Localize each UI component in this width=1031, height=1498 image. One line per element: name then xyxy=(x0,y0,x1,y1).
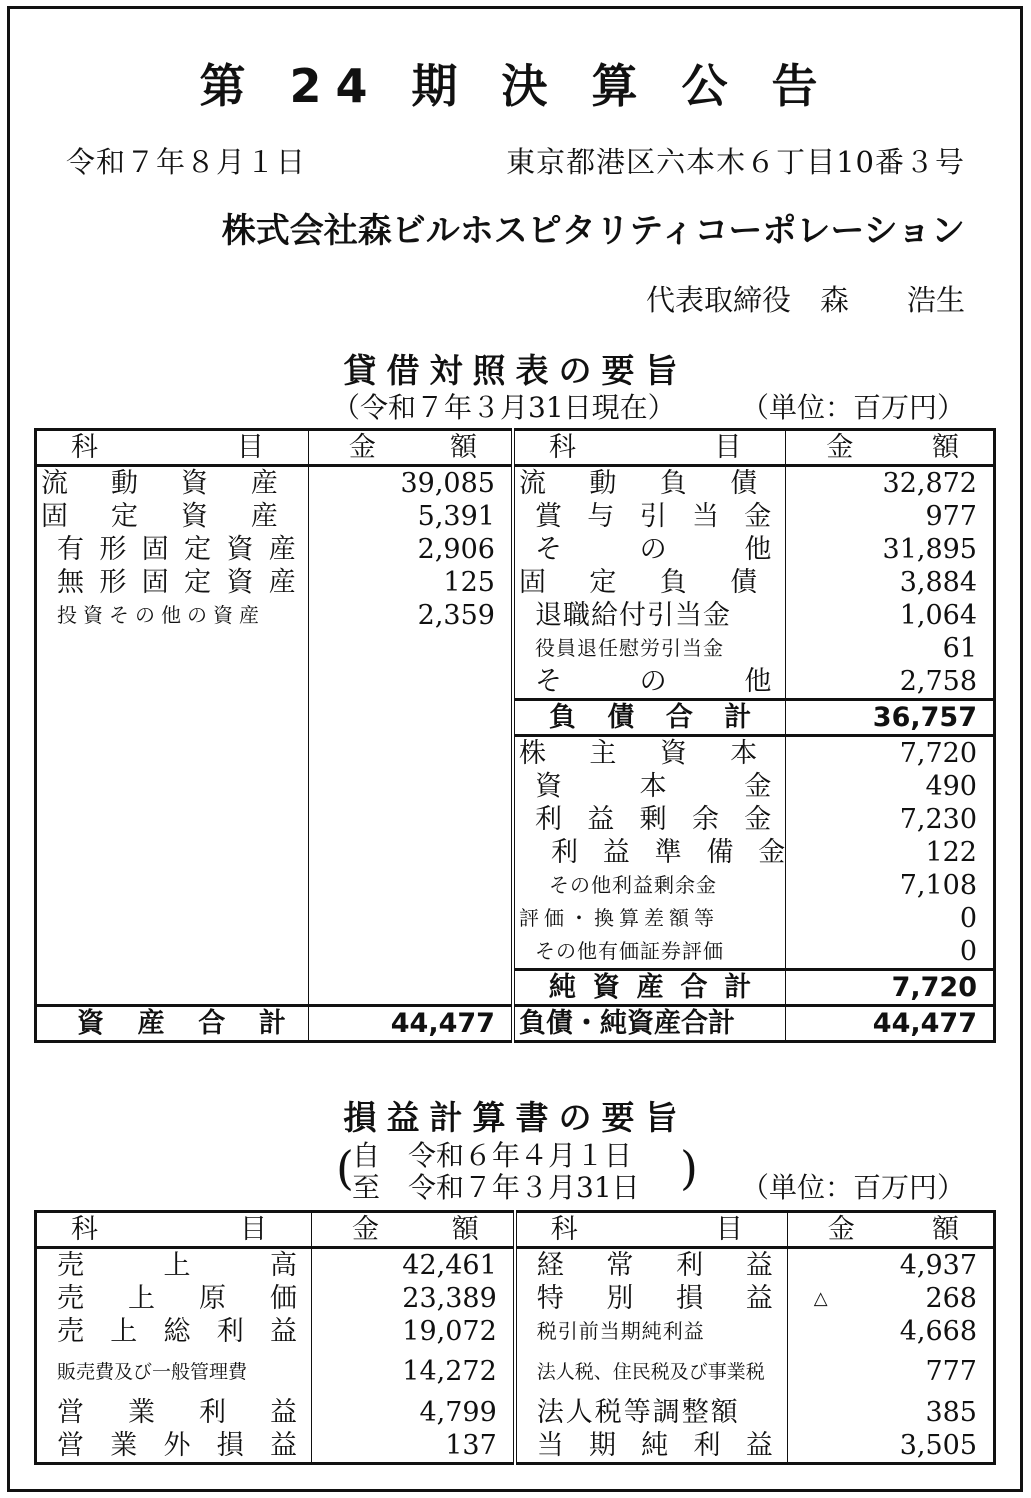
item-label: 投資その他の資産 xyxy=(57,603,265,627)
item-value: 385 xyxy=(787,1396,994,1429)
item-label: 役員退任慰労引当金 xyxy=(534,636,724,660)
announcement-date: 令和７年８月１日 xyxy=(66,145,307,179)
item-value: 2,906 xyxy=(308,533,513,566)
item-value: 7,720 xyxy=(786,970,995,1006)
item-label: 特 別 損 益 xyxy=(536,1283,773,1314)
company-address: 東京都港区六本木６丁目10番３号 xyxy=(506,145,965,179)
item-label: 利 益 準 備 金 xyxy=(550,837,786,868)
balance-sheet-unit: （単位：百万円） xyxy=(740,391,965,424)
table-header-row xyxy=(36,430,995,466)
table-row xyxy=(36,599,995,632)
item-value: 2,359 xyxy=(308,599,513,632)
representative: 代表取締役 森 浩生 xyxy=(645,283,965,317)
table-row xyxy=(36,935,995,970)
column-header-amount: 金 額 xyxy=(352,1214,479,1245)
period-from: 自 令和６年４月１日 xyxy=(352,1139,633,1172)
item-value: 7,230 xyxy=(786,803,995,836)
column-header-item: 科 目 xyxy=(548,432,742,463)
item-label: 営 業 利 益 xyxy=(57,1397,297,1428)
table-row xyxy=(36,566,995,599)
item-value: 61 xyxy=(786,632,995,665)
table-row xyxy=(36,1348,995,1396)
item-label: 流 動 負 債 xyxy=(518,468,758,499)
item-value: 23,389 xyxy=(312,1282,515,1315)
column-header-item: 科 目 xyxy=(71,432,264,463)
item-value: △ 268 xyxy=(787,1282,994,1315)
table-row xyxy=(36,533,995,566)
item-value: 125 xyxy=(308,566,513,599)
period-to: 至 令和７年３月31日 xyxy=(352,1171,640,1204)
item-value: 44,477 xyxy=(786,1006,995,1042)
item-label: 有 形 固 定 資 産 xyxy=(57,534,296,565)
page-title: 第 24 期 決 算 公 告 xyxy=(199,59,832,113)
column-header-item: 科 目 xyxy=(71,1214,267,1245)
item-value: 3,884 xyxy=(786,566,995,599)
item-value: 977 xyxy=(786,500,995,533)
item-label: 退職給付引当金 xyxy=(534,600,731,631)
table-row xyxy=(36,902,995,935)
item-label: 法人税、住民税及び事業税 xyxy=(536,1361,765,1383)
balance-sheet-title: 貸借対照表の要旨 xyxy=(343,351,688,390)
item-label: 無 形 固 定 資 産 xyxy=(57,567,296,598)
item-value: 19,072 xyxy=(312,1315,515,1348)
item-value: 32,872 xyxy=(786,466,995,501)
item-label: そ の 他 xyxy=(534,534,772,565)
item-value: 137 xyxy=(312,1429,515,1464)
item-value: 4,937 xyxy=(787,1248,994,1283)
item-label: 法人税等調整額 xyxy=(536,1397,740,1428)
item-label: 当 期 純 利 益 xyxy=(536,1430,773,1461)
balance-sheet-table xyxy=(34,428,996,1043)
item-value: 39,085 xyxy=(308,466,513,501)
column-header-item: 科 目 xyxy=(550,1214,743,1245)
item-label: 評価・換算差額等 xyxy=(518,906,719,930)
item-label: 固 定 負 債 xyxy=(518,567,758,598)
item-label: 税引前当期純利益 xyxy=(536,1319,705,1343)
grand-total-row xyxy=(36,1006,995,1042)
column-header-amount: 金 額 xyxy=(826,432,959,463)
table-row xyxy=(36,970,995,1006)
item-value: 31,895 xyxy=(786,533,995,566)
item-label: 経 常 利 益 xyxy=(536,1250,773,1281)
company-name: 株式会社森ビルホスピタリティコーポレーション xyxy=(221,211,965,251)
item-value: 44,477 xyxy=(308,1006,513,1042)
table-row xyxy=(36,1429,995,1464)
table-row xyxy=(36,665,995,700)
column-header-amount: 金 額 xyxy=(348,432,477,463)
item-value: 4,668 xyxy=(787,1315,994,1348)
item-label: 賞 与 引 当 金 xyxy=(534,501,772,532)
table-row xyxy=(36,803,995,836)
item-label: その他利益剰余金 xyxy=(548,873,717,897)
item-value: 490 xyxy=(786,770,995,803)
item-label: 固 定 資 産 xyxy=(41,501,278,532)
item-value: 7,720 xyxy=(786,736,995,771)
item-label: そ の 他 xyxy=(534,666,772,697)
table-row xyxy=(36,1248,995,1283)
item-label: 負債・純資産合計 xyxy=(518,1008,735,1039)
income-statement-title: 損益計算書の要旨 xyxy=(343,1098,688,1137)
item-value: 3,505 xyxy=(787,1429,994,1464)
table-row xyxy=(36,700,995,736)
table-row xyxy=(36,836,995,869)
item-label: 資 産 合 計 xyxy=(77,1008,286,1039)
table-header-row xyxy=(36,1212,995,1248)
item-label: 資 本 金 xyxy=(534,771,772,802)
period-bracket-left: ( xyxy=(336,1141,354,1195)
item-label: 営 業 外 損 益 xyxy=(57,1430,297,1461)
table-row xyxy=(36,1315,995,1348)
item-label: 売 上 原 価 xyxy=(57,1283,297,1314)
item-label: 売 上 高 xyxy=(57,1250,297,1281)
item-label: 負 債 合 計 xyxy=(548,702,752,733)
table-row xyxy=(36,466,995,501)
item-value: 0 xyxy=(786,935,995,970)
table-row xyxy=(36,632,995,665)
item-value: 2,758 xyxy=(786,665,995,700)
item-label: 販売費及び一般管理費 xyxy=(57,1361,248,1383)
period-bracket-right: ) xyxy=(680,1141,698,1195)
table-row xyxy=(36,500,995,533)
table-row xyxy=(36,1396,995,1429)
column-header-amount: 金 額 xyxy=(827,1214,959,1245)
balance-sheet-date: （令和７年３月31日現在） xyxy=(332,391,676,424)
item-value: 0 xyxy=(786,902,995,935)
table-row xyxy=(36,1282,995,1315)
table-row xyxy=(36,770,995,803)
item-label: 流 動 資 産 xyxy=(41,468,278,499)
item-label: 売 上 総 利 益 xyxy=(57,1316,297,1347)
item-label: 純 資 産 合 計 xyxy=(548,972,752,1003)
item-value: 1,064 xyxy=(786,599,995,632)
item-value: 14,272 xyxy=(312,1348,515,1396)
negative-mark: △ xyxy=(813,1288,828,1309)
item-value: 4,799 xyxy=(312,1396,515,1429)
item-label: 利 益 剰 余 金 xyxy=(534,804,772,835)
item-label: その他有価証券評価 xyxy=(534,939,724,963)
item-value: 7,108 xyxy=(786,869,995,902)
item-value: 122 xyxy=(786,836,995,869)
item-value: 42,461 xyxy=(312,1248,515,1283)
income-statement-table xyxy=(34,1210,996,1465)
item-value: 777 xyxy=(787,1348,994,1396)
table-row xyxy=(36,736,995,771)
item-value: 5,391 xyxy=(308,500,513,533)
income-statement-unit: （単位：百万円） xyxy=(740,1171,965,1204)
item-label: 株 主 資 本 xyxy=(518,738,758,769)
item-value: 36,757 xyxy=(786,700,995,736)
table-row xyxy=(36,869,995,902)
